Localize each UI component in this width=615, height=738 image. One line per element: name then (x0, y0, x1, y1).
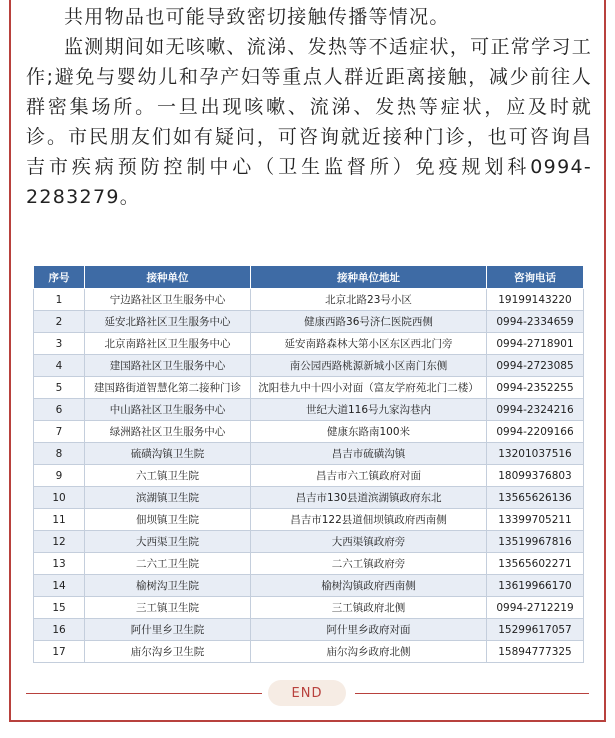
cell-index: 16 (34, 619, 85, 641)
table-row (34, 619, 584, 641)
cell-address: 二六工镇政府旁 (251, 553, 487, 575)
cell-phone: 0994-2209166 (487, 421, 584, 443)
table-body (34, 289, 584, 663)
table-row (34, 531, 584, 553)
cell-phone: 0994-2352255 (487, 377, 584, 399)
cell-index: 1 (34, 289, 85, 311)
cell-unit: 庙尔沟乡卫生院 (85, 641, 251, 663)
cell-unit: 榆树沟卫生院 (85, 575, 251, 597)
cell-phone: 0994-2712219 (487, 597, 584, 619)
cell-address: 昌吉市硫磺沟镇 (251, 443, 487, 465)
paragraph-1: 共用物品也可能导致密切接触传播等情况。 (64, 6, 450, 28)
cell-address: 昌吉市130县道滨湖镇政府东北 (251, 487, 487, 509)
cell-address: 大西渠镇政府旁 (251, 531, 487, 553)
cell-index: 13 (34, 553, 85, 575)
cell-unit: 佃坝镇卫生院 (85, 509, 251, 531)
cell-index: 7 (34, 421, 85, 443)
cell-phone: 0994-2324216 (487, 399, 584, 421)
cell-phone: 15299617057 (487, 619, 584, 641)
table-header-row (34, 266, 584, 289)
frame-right-border (604, 0, 606, 722)
frame-bottom-border (9, 720, 606, 722)
cell-address: 健康东路南100米 (251, 421, 487, 443)
end-divider-right (355, 693, 589, 694)
cell-address: 健康西路36号济仁医院西侧 (251, 311, 487, 333)
cell-address: 南公园西路桃源新城小区南门东侧 (251, 355, 487, 377)
cell-index: 3 (34, 333, 85, 355)
vaccination-sites-table-container (33, 265, 583, 663)
cell-phone: 13399705211 (487, 509, 584, 531)
cell-index: 17 (34, 641, 85, 663)
cell-phone: 13519967816 (487, 531, 584, 553)
header-unit: 接种单位 (85, 266, 251, 289)
table-row (34, 641, 584, 663)
cell-unit: 大西渠卫生院 (85, 531, 251, 553)
table-row (34, 355, 584, 377)
cell-address: 榆树沟镇政府西南侧 (251, 575, 487, 597)
cell-address: 昌吉市122县道佃坝镇政府西南侧 (251, 509, 487, 531)
cell-phone: 0994-2334659 (487, 311, 584, 333)
cell-index: 5 (34, 377, 85, 399)
table-row (34, 377, 584, 399)
cell-unit: 延安北路社区卫生服务中心 (85, 311, 251, 333)
header-index: 序号 (34, 266, 85, 289)
table-row (34, 399, 584, 421)
table-row (34, 509, 584, 531)
cell-index: 4 (34, 355, 85, 377)
end-divider-left (26, 693, 262, 694)
cell-index: 14 (34, 575, 85, 597)
cell-address: 庙尔沟乡政府北侧 (251, 641, 487, 663)
cell-unit: 滨湖镇卫生院 (85, 487, 251, 509)
cell-unit: 中山路社区卫生服务中心 (85, 399, 251, 421)
cell-address: 世纪大道116号九家沟巷内 (251, 399, 487, 421)
paragraph-2: 监测期间如无咳嗽、流涕、发热等不适症状，可正常学习工作;避免与婴幼儿和孕产妇等重点人群近距离接触，减少前往人群密集场所。一旦出现咳嗽、流涕、发热等症状，应及时就诊。市民朋友们如有疑问，可咨询就近接种门诊，也可咨询昌吉市疾病预防控制中心（卫生监督所）免疫规划科0994-2283279。 (26, 36, 592, 208)
cell-address: 沈阳巷九中十四小对面（富友学府苑北门二楼） (251, 377, 487, 399)
cell-unit: 硫磺沟镇卫生院 (85, 443, 251, 465)
cell-address: 延安南路森林大第小区东区西北门旁 (251, 333, 487, 355)
cell-phone: 0994-2723085 (487, 355, 584, 377)
table-row (34, 311, 584, 333)
cell-unit: 阿什里乡卫生院 (85, 619, 251, 641)
cell-index: 15 (34, 597, 85, 619)
cell-address: 三工镇政府北侧 (251, 597, 487, 619)
cell-phone: 18099376803 (487, 465, 584, 487)
end-badge: END (268, 680, 346, 706)
cell-index: 11 (34, 509, 85, 531)
cell-index: 9 (34, 465, 85, 487)
cell-phone: 0994-2718901 (487, 333, 584, 355)
cell-phone: 13619966170 (487, 575, 584, 597)
cell-unit: 建国路社区卫生服务中心 (85, 355, 251, 377)
table-row (34, 443, 584, 465)
cell-address: 阿什里乡政府对面 (251, 619, 487, 641)
cell-index: 12 (34, 531, 85, 553)
cell-index: 10 (34, 487, 85, 509)
frame-left-border (9, 0, 11, 722)
table-row (34, 597, 584, 619)
cell-address: 昌吉市六工镇政府对面 (251, 465, 487, 487)
table-row (34, 553, 584, 575)
cell-unit: 六工镇卫生院 (85, 465, 251, 487)
cell-phone: 19199143220 (487, 289, 584, 311)
cell-phone: 13565626136 (487, 487, 584, 509)
table-row (34, 465, 584, 487)
header-address: 接种单位地址 (251, 266, 487, 289)
header-phone: 咨询电话 (487, 266, 584, 289)
cell-phone: 13565602271 (487, 553, 584, 575)
table-row (34, 487, 584, 509)
cell-unit: 建国路街道智慧化第二接种门诊 (85, 377, 251, 399)
cell-index: 2 (34, 311, 85, 333)
cell-index: 6 (34, 399, 85, 421)
cell-unit: 三工镇卫生院 (85, 597, 251, 619)
table-row (34, 289, 584, 311)
cell-phone: 13201037516 (487, 443, 584, 465)
cell-phone: 15894777325 (487, 641, 584, 663)
table-row (34, 575, 584, 597)
cell-unit: 北京南路社区卫生服务中心 (85, 333, 251, 355)
cell-unit: 二六工卫生院 (85, 553, 251, 575)
article-body (26, 2, 592, 212)
cell-unit: 宁边路社区卫生服务中心 (85, 289, 251, 311)
table-row (34, 333, 584, 355)
cell-address: 北京北路23号小区 (251, 289, 487, 311)
cell-index: 8 (34, 443, 85, 465)
table-row (34, 421, 584, 443)
cell-unit: 绿洲路社区卫生服务中心 (85, 421, 251, 443)
vaccination-sites-table (33, 265, 584, 663)
